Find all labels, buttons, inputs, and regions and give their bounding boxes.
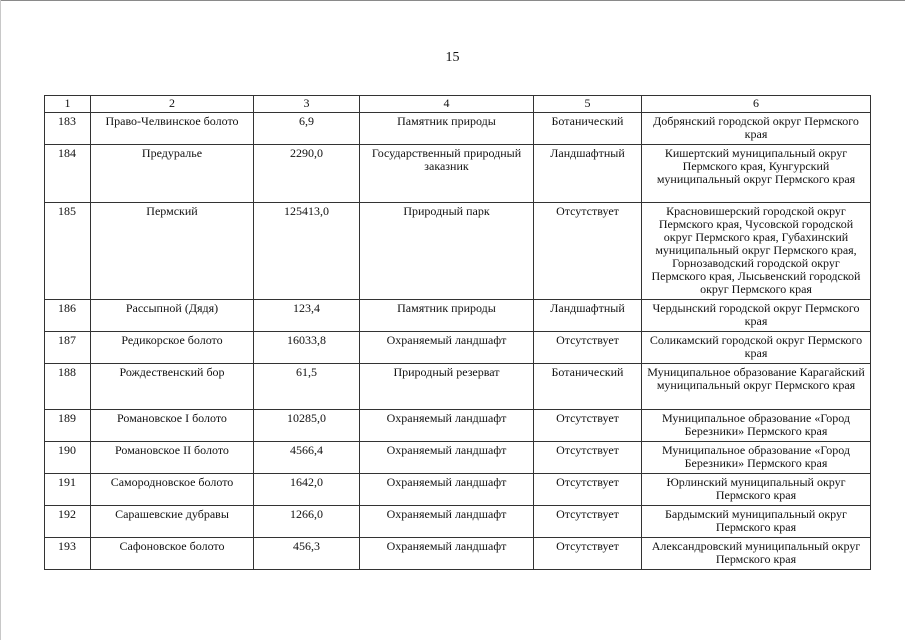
table-row (45, 506, 871, 538)
area-category-cell: Памятник природы (360, 300, 534, 332)
area-name-cell: Сарашевские дубравы (91, 506, 254, 538)
area-category-cell: Природный резерват (360, 364, 534, 410)
area-name-cell: Рождественский бор (91, 364, 254, 410)
table-row (45, 442, 871, 474)
area-size-cell: 10285,0 (254, 410, 360, 442)
area-profile-cell: Ботанический (534, 113, 642, 145)
area-profile-cell: Отсутствует (534, 203, 642, 300)
row-number-cell: 193 (45, 538, 91, 570)
row-number-cell: 184 (45, 145, 91, 203)
area-size-cell: 1642,0 (254, 474, 360, 506)
page-edge-top (0, 0, 905, 1)
area-name-cell: Романовское II болото (91, 442, 254, 474)
area-profile-cell: Отсутствует (534, 538, 642, 570)
page-edge-left (0, 0, 1, 640)
area-category-cell: Охраняемый ландшафт (360, 474, 534, 506)
municipality-cell: Добрянский городской округ Пермского края (642, 113, 871, 145)
area-profile-cell: Ландшафтный (534, 300, 642, 332)
area-category-cell: Государственный природный заказник (360, 145, 534, 203)
area-profile-cell: Ботанический (534, 364, 642, 410)
header-row (45, 96, 871, 113)
table-row (45, 203, 871, 300)
area-category-cell: Природный парк (360, 203, 534, 300)
area-profile-cell: Ландшафтный (534, 145, 642, 203)
header-cell: 1 (45, 96, 91, 113)
area-size-cell: 6,9 (254, 113, 360, 145)
area-profile-cell: Отсутствует (534, 506, 642, 538)
area-size-cell: 61,5 (254, 364, 360, 410)
row-number-cell: 189 (45, 410, 91, 442)
area-category-cell: Охраняемый ландшафт (360, 332, 534, 364)
area-profile-cell: Отсутствует (534, 442, 642, 474)
header-cell: 4 (360, 96, 534, 113)
municipality-cell: Кишертский муниципальный округ Пермского края, Кунгурский муниципальный округ Пермского края (642, 145, 871, 203)
row-number-cell: 190 (45, 442, 91, 474)
header-cell: 2 (91, 96, 254, 113)
area-name-cell: Сафоновское болото (91, 538, 254, 570)
row-number-cell: 192 (45, 506, 91, 538)
header-cell: 3 (254, 96, 360, 113)
page-number: 15 (445, 50, 460, 65)
municipality-cell: Соликамский городской округ Пермского края (642, 332, 871, 364)
table-row (45, 538, 871, 570)
table-row (45, 410, 871, 442)
row-number-cell: 191 (45, 474, 91, 506)
protected-areas-table (44, 95, 871, 570)
table-row (45, 474, 871, 506)
municipality-cell: Муниципальное образование «Город Березники» Пермского края (642, 410, 871, 442)
area-name-cell: Право-Челвинское болото (91, 113, 254, 145)
municipality-cell: Бардымский муниципальный округ Пермского края (642, 506, 871, 538)
area-profile-cell: Отсутствует (534, 332, 642, 364)
area-name-cell: Рассыпной (Дядя) (91, 300, 254, 332)
row-number-cell: 183 (45, 113, 91, 145)
area-name-cell: Редикорское болото (91, 332, 254, 364)
area-name-cell: Предуралье (91, 145, 254, 203)
table-row (45, 300, 871, 332)
area-name-cell: Самородновское болото (91, 474, 254, 506)
municipality-cell: Александровский муниципальный округ Пермского края (642, 538, 871, 570)
row-number-cell: 188 (45, 364, 91, 410)
area-size-cell: 125413,0 (254, 203, 360, 300)
table-row (45, 364, 871, 410)
municipality-cell: Чердынский городской округ Пермского края (642, 300, 871, 332)
area-size-cell: 456,3 (254, 538, 360, 570)
area-category-cell: Охраняемый ландшафт (360, 442, 534, 474)
area-size-cell: 1266,0 (254, 506, 360, 538)
header-cell: 6 (642, 96, 871, 113)
area-profile-cell: Отсутствует (534, 474, 642, 506)
area-size-cell: 4566,4 (254, 442, 360, 474)
area-size-cell: 123,4 (254, 300, 360, 332)
row-number-cell: 186 (45, 300, 91, 332)
area-category-cell: Памятник природы (360, 113, 534, 145)
row-number-cell: 185 (45, 203, 91, 300)
area-profile-cell: Отсутствует (534, 410, 642, 442)
area-category-cell: Охраняемый ландшафт (360, 538, 534, 570)
area-category-cell: Охраняемый ландшафт (360, 506, 534, 538)
municipality-cell: Юрлинский муниципальный округ Пермского края (642, 474, 871, 506)
row-number-cell: 187 (45, 332, 91, 364)
municipality-cell: Красновишерский городской округ Пермского края, Чусовской городской округ Пермского края, Губахинский муниципальный округ Пермского края, Горнозаводский городской округ Пермского края, Лысьвенский городской округ Пермского края (642, 203, 871, 300)
table-row (45, 145, 871, 203)
municipality-cell: Муниципальное образование Карагайский муниципальный округ Пермского края (642, 364, 871, 410)
municipality-cell: Муниципальное образование «Город Березники» Пермского края (642, 442, 871, 474)
area-name-cell: Пермский (91, 203, 254, 300)
area-category-cell: Охраняемый ландшафт (360, 410, 534, 442)
area-name-cell: Романовское I болото (91, 410, 254, 442)
area-size-cell: 16033,8 (254, 332, 360, 364)
area-size-cell: 2290,0 (254, 145, 360, 203)
header-cell: 5 (534, 96, 642, 113)
table-row (45, 332, 871, 364)
table-row (45, 113, 871, 145)
